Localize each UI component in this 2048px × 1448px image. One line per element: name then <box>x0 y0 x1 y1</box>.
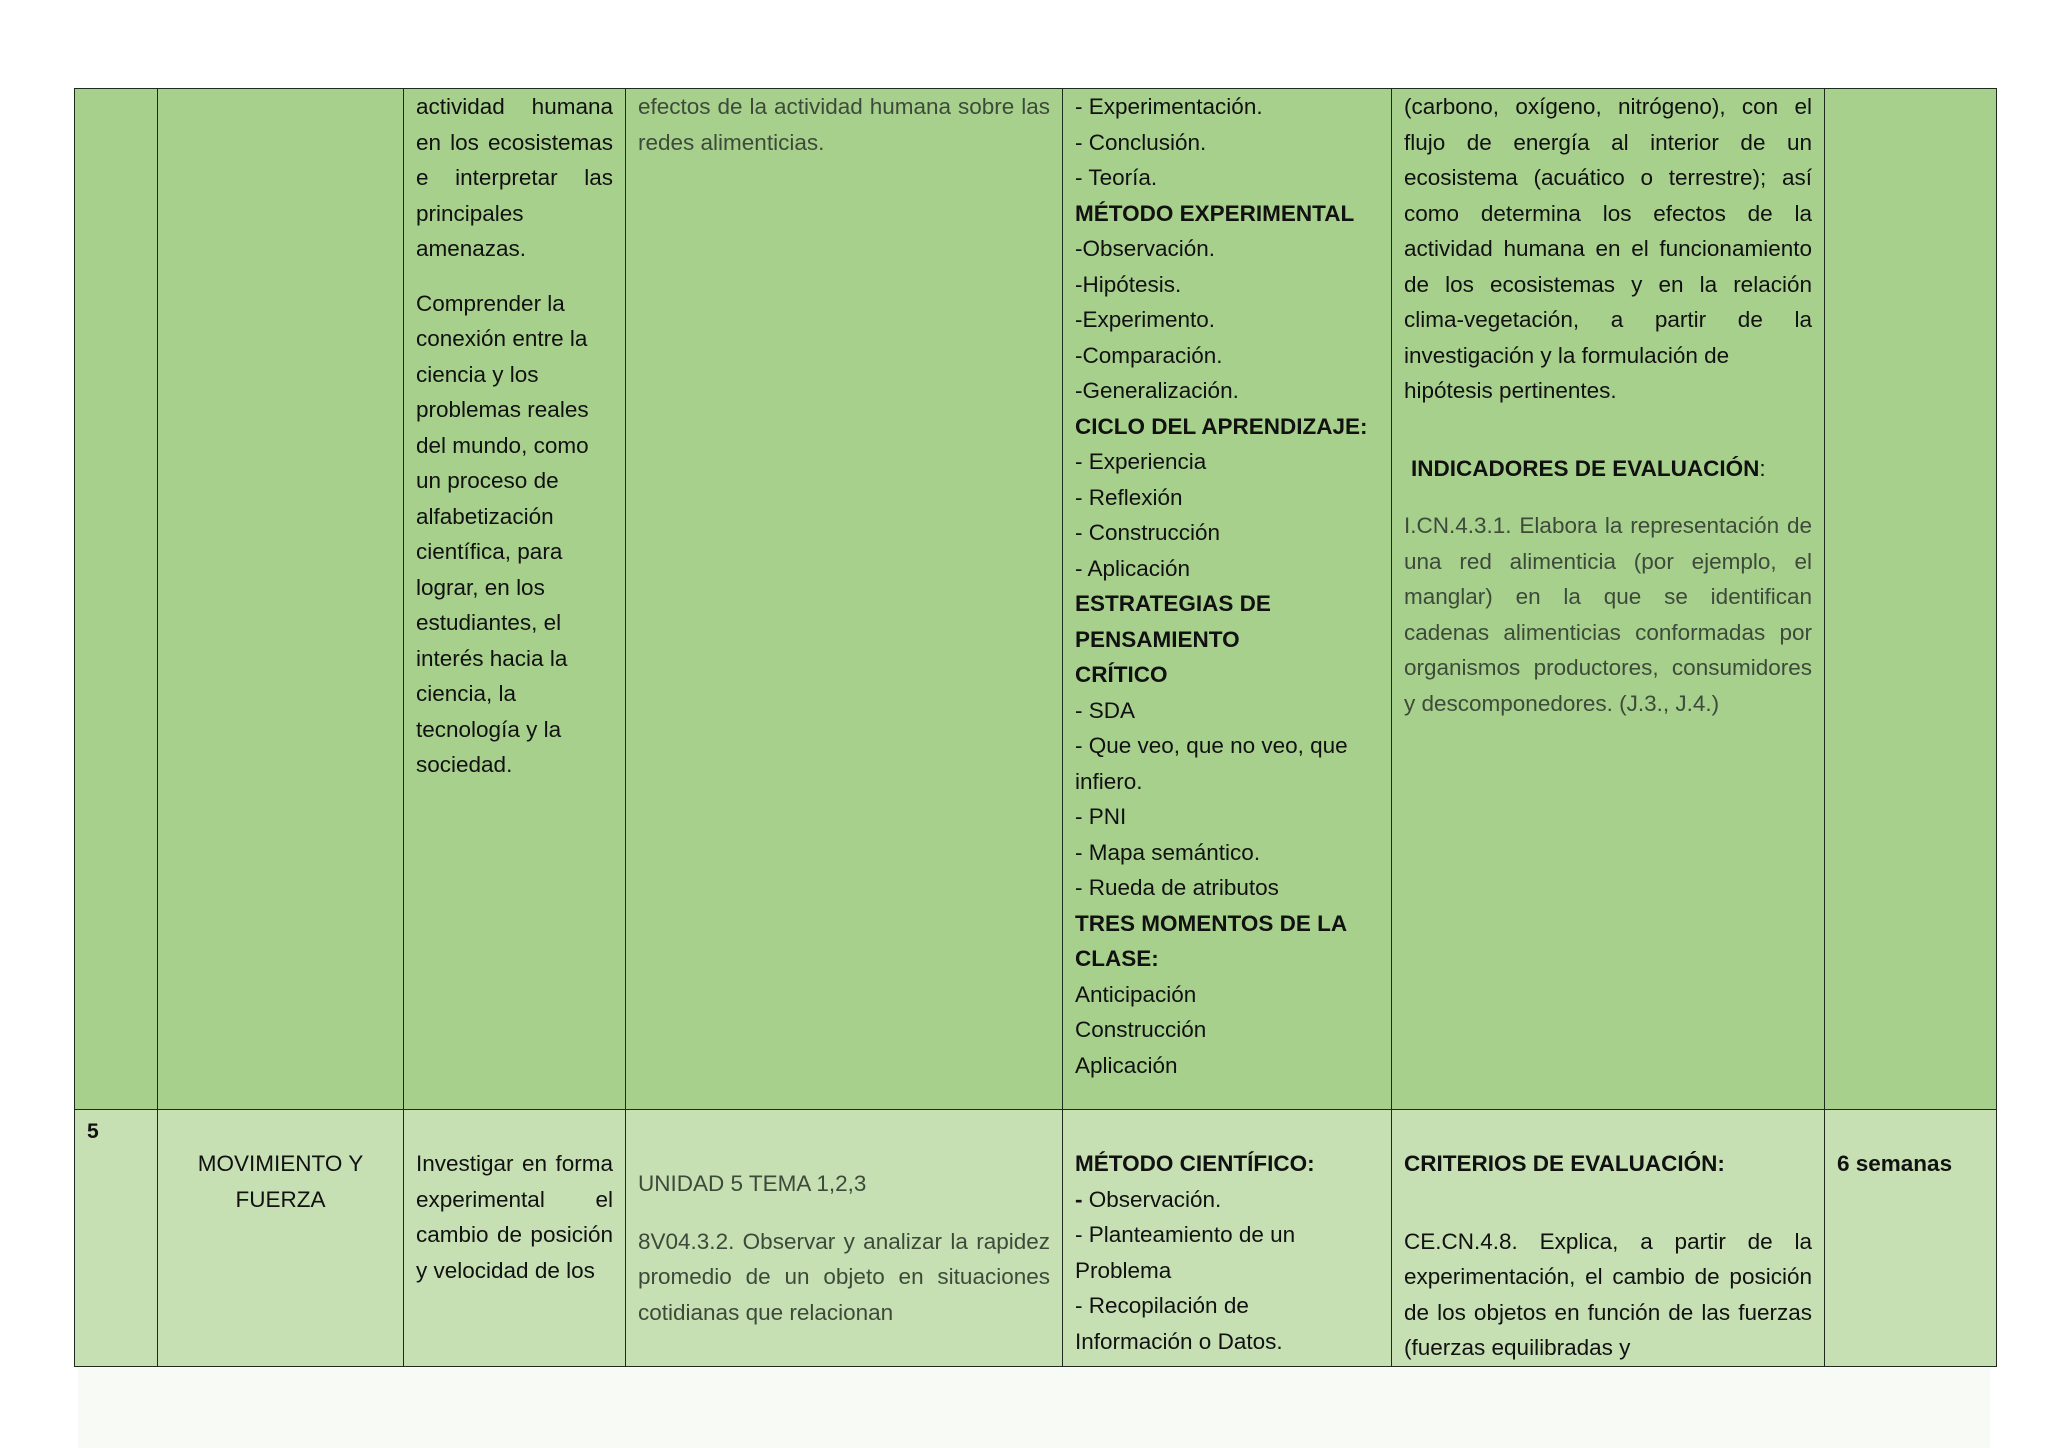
objective-line: ciencia y los <box>416 361 539 387</box>
duration-cell <box>1825 89 1997 1110</box>
objective-line: un proceso de <box>416 468 559 493</box>
skills-heading: UNIDAD 5 TEMA 1,2,3 <box>638 1171 867 1196</box>
method-item: - Reflexión <box>1075 484 1183 510</box>
method-item: - Aplicación <box>1075 555 1191 581</box>
method-item: -Hipótesis. <box>1075 271 1182 297</box>
method-item: -Generalización. <box>1075 378 1239 403</box>
objective-line: lograr, en los <box>416 574 545 600</box>
skills-cell <box>626 89 1063 1110</box>
objectives-cell <box>404 1110 626 1367</box>
method-item: - Construcción <box>1075 520 1221 545</box>
objective-line: alfabetización <box>416 503 554 529</box>
objective-paragraph: Investigar en forma experimental el cambio de posición y velocidad de los <box>416 1151 613 1283</box>
method-item: -Comparación. <box>1075 342 1223 368</box>
method-item: - SDA <box>1075 697 1136 723</box>
method-bullet: - <box>1075 1186 1089 1212</box>
unit-number-cell <box>75 89 158 1110</box>
method-item: Problema <box>1075 1257 1172 1283</box>
unit-title-cell <box>158 89 404 1110</box>
method-item: Construcción <box>1075 1017 1207 1042</box>
objective-line: científica, para <box>416 539 563 564</box>
method-item: - Conclusión. <box>1075 129 1207 155</box>
method-heading: TRES MOMENTOS DE LA <box>1075 910 1348 936</box>
method-item: Anticipación <box>1075 981 1197 1007</box>
objective-line: del mundo, como <box>416 432 589 458</box>
objective-line: ciencia, la <box>416 681 517 706</box>
methodology-cell <box>1063 89 1392 1110</box>
method-item: - Planteamiento de un <box>1075 1222 1296 1247</box>
method-heading: CLASE: <box>1075 946 1159 971</box>
method-item: - Experimentación. <box>1075 94 1263 119</box>
curriculum-plan-table <box>74 88 1997 1367</box>
method-heading: ESTRATEGIAS DE <box>1075 591 1271 616</box>
duration: 6 semanas <box>1837 1151 1953 1176</box>
method-item: - Experiencia <box>1075 449 1207 474</box>
criteria-text: CE.CN.4.8. Explica, a partir de la experimentación, el cambio de posición de los objetos en función de las fuerzas (fuerzas equilibradas y <box>1404 1228 1812 1360</box>
method-item: -Observación. <box>1075 236 1216 261</box>
unit-title-line: MOVIMIENTO Y <box>197 1151 364 1176</box>
method-heading: CICLO DEL APRENDIZAJE: <box>1075 413 1368 439</box>
duration-cell <box>1825 1110 1997 1367</box>
method-item: - Que veo, que no veo, que <box>1075 733 1348 758</box>
objective-line: estudiantes, el <box>416 610 562 635</box>
criteria-heading: CRITERIOS DE EVALUACIÓN: <box>1404 1151 1725 1176</box>
indicators-heading-colon: : <box>1759 455 1766 481</box>
table-row <box>75 1110 1997 1367</box>
method-item: Información o Datos. <box>1075 1328 1283 1354</box>
method-item: - PNI <box>1075 804 1127 829</box>
objective-paragraph: actividad humana en los ecosistemas e interpretar las principales amenazas. <box>416 94 613 261</box>
method-item: - Teoría. <box>1075 165 1158 190</box>
method-heading: MÉTODO CIENTÍFICO: <box>1075 1151 1315 1176</box>
skills-text: efectos de la actividad humana sobre las redes alimenticias. <box>638 94 1050 155</box>
indicator-text: I.CN.4.3.1. Elabora la representación de una red alimenticia (por ejemplo, el manglar) en la que se identifican cadenas alimenticias conformadas por organismos productores, consumidores y descomponedores. (J.3., J.4.) <box>1404 513 1812 716</box>
objective-line: Comprender la <box>416 290 565 316</box>
method-item: -Experimento. <box>1075 307 1216 332</box>
objective-line: interés hacia la <box>416 645 568 671</box>
objective-line: conexión entre la <box>416 326 588 351</box>
skills-text: 8V04.3.2. Observar y analizar la rapidez promedio de un objeto en situaciones cotidianas que relacionan <box>638 1228 1050 1325</box>
method-item: - Recopilación de <box>1075 1293 1249 1318</box>
evaluation-cell <box>1392 89 1825 1110</box>
criteria-text-end: hipótesis pertinentes. <box>1404 378 1617 403</box>
unit-title-cell <box>158 1110 404 1367</box>
method-item: Aplicación <box>1075 1052 1178 1078</box>
unit-number-cell <box>75 1110 158 1367</box>
indicators-heading <box>1404 451 1812 487</box>
indicators-heading-text: INDICADORES DE EVALUACIÓN <box>1411 455 1760 481</box>
method-heading: PENSAMIENTO <box>1075 626 1240 652</box>
unit-title-line: FUERZA <box>235 1186 326 1212</box>
page-footer-area <box>78 1368 1990 1448</box>
objective-line: problemas reales <box>416 397 589 422</box>
method-heading: MÉTODO EXPERIMENTAL <box>1075 200 1355 226</box>
criteria-text: (carbono, oxígeno, nitrógeno), con el flujo de energía al interior de un ecosistema (acuático o terrestre); así como determina los efectos de la actividad humana en el funcionamiento de los ecosistemas y en la relación clima-vegetación, a partir de la investigación y la formulación de <box>1404 94 1812 368</box>
objective-line: sociedad. <box>416 752 513 777</box>
method-item: - Rueda de atributos <box>1075 875 1279 900</box>
method-item-text: Observación. <box>1088 1186 1222 1212</box>
method-heading: CRÍTICO <box>1075 662 1168 687</box>
table-row <box>75 89 1997 1110</box>
objectives-cell <box>404 89 626 1110</box>
objective-paragraph-2 <box>416 286 613 783</box>
method-item: infiero. <box>1075 768 1143 794</box>
objective-line: tecnología y la <box>416 716 562 742</box>
method-item <box>1075 1182 1379 1218</box>
methodology-cell <box>1063 1110 1392 1367</box>
skills-cell <box>626 1110 1063 1367</box>
unit-number: 5 <box>87 1120 99 1143</box>
evaluation-cell <box>1392 1110 1825 1367</box>
method-item: - Mapa semántico. <box>1075 839 1261 865</box>
